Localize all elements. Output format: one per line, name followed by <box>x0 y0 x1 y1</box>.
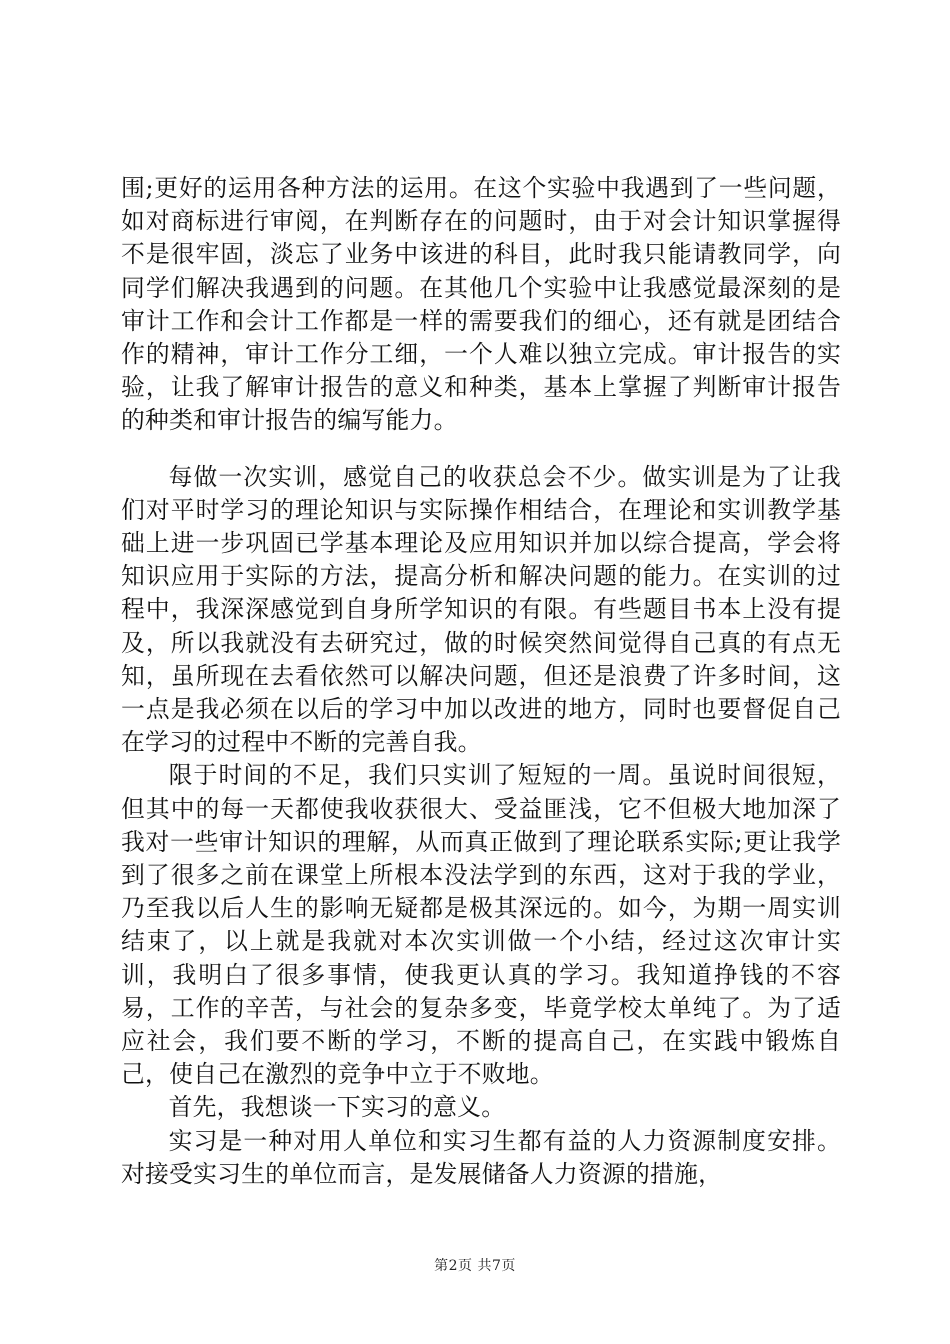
paragraph-spacer <box>121 438 841 461</box>
page-number-footer: 第2页 共7页 <box>434 1258 516 1274</box>
paragraph-training-gains: 每做一次实训，感觉自己的收获总会不少。做实训是为了让我们对平时学习的理论知识与实际操作相结合，在理论和实训教学基础上进一步巩固已学基本理论及应用知识并加以综合提高，学会将知识应用于实际的方法，提高分析和解决问题的能力。在实训的过程中，我深深感觉到自身所学知识的有限。有些题目书本上没有提及，所以我就没有去研究过，做的时候突然间觉得自己真的有点无知，虽所现在去看依然可以解决问题，但还是浪费了许多时间，这一点是我必须在以后的学习中加以改进的地方，同时也要督促自己在学习的过程中不断的完善自我。 <box>121 462 841 757</box>
paragraph-audit-experiment: 围;更好的运用各种方法的运用。在这个实验中我遇到了一些问题，如对商标进行审阅，在判断存在的问题时，由于对会计知识掌握得不是很牢固，淡忘了业务中该进的科目，此时我只能请教同学，向同学们解决我遇到的问题。在其他几个实验中让我感觉最深刻的是审计工作和会计工作都是一样的需要我们的细心，还有就是团结合作的精神，审计工作分工细，一个人难以独立完成。审计报告的实验，让我了解审计报告的意义和种类，基本上掌握了判断审计报告的种类和审计报告的编写能力。 <box>121 174 841 435</box>
document-body <box>121 172 841 1191</box>
paragraph-internship-meaning: 首先，我想谈一下实习的意义。 <box>168 1093 506 1122</box>
paragraph-training-summary: 限于时间的不足，我们只实训了短短的一周。虽说时间很短，但其中的每一天都使我收获很大、受益匪浅，它不但极大地加深了我对一些审计知识的理解，从而真正做到了理论联系实际;更让我学到了很多之前在课堂上所根本没法学到的东西，这对于我的学业，乃至我以后人生的影响无疑都是极其深远的。如今，为期一周实训结束了，以上就是我就对本次实训做一个小结，经过这次审计实训，我明白了很多事情，使我更认真的学习。我知道挣钱的不容易，工作的辛苦，与社会的复杂多变，毕竟学校太单纯了。为了适应社会，我们要不断的学习，不断的提高自己，在实践中锻炼自己，使自己在激烈的竞争中立于不败地。 <box>121 761 841 1089</box>
paragraph-internship-arrangement: 实习是一种对用人单位和实习生都有益的人力资源制度安排。对接受实习生的单位而言，是发展储备人力资源的措施， <box>121 1126 841 1188</box>
